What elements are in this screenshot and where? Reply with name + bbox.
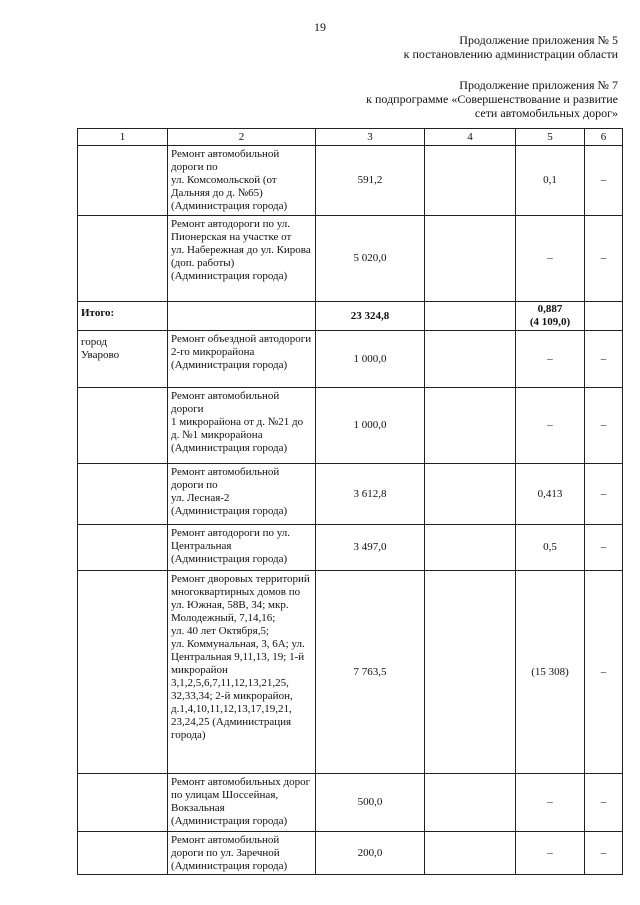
column-4-cell [425, 146, 516, 216]
work-description-cell: Ремонт автомобильной дороги по ул. Заречной (Администрация города) [168, 832, 316, 875]
column-6-cell: – [585, 832, 623, 875]
column-5-cell: – [516, 774, 585, 832]
column-header: 3 [316, 129, 425, 146]
amount-cell: 591,2 [316, 146, 425, 216]
amount-cell: 3 497,0 [316, 525, 425, 571]
column-6-cell: – [585, 146, 623, 216]
column-6-cell: – [585, 525, 623, 571]
amount-cell: 23 324,8 [316, 302, 425, 331]
column-header: 5 [516, 129, 585, 146]
header-line: Продолжение приложения № 5 [459, 33, 618, 47]
column-4-cell [425, 216, 516, 302]
column-4-cell [425, 464, 516, 525]
column-5-cell: – [516, 216, 585, 302]
column-6-cell: – [585, 388, 623, 464]
column-5-cell: 0,887 (4 109,0) [516, 302, 585, 331]
column-4-cell [425, 774, 516, 832]
program-table [77, 128, 623, 875]
table-row [78, 571, 623, 774]
amount-cell: 1 000,0 [316, 388, 425, 464]
column-4-cell [425, 832, 516, 875]
municipality-cell [78, 525, 168, 571]
header-line: Продолжение приложения № 7 [459, 78, 618, 92]
municipality-cell [78, 388, 168, 464]
municipality-cell [78, 571, 168, 774]
column-header: 1 [78, 129, 168, 146]
column-6-cell: – [585, 216, 623, 302]
amount-cell: 3 612,8 [316, 464, 425, 525]
appendix-5-header [404, 33, 618, 61]
work-description-cell: Ремонт автомобильной дороги 1 микрорайона от д. №21 до д. №1 микрорайона (Администрация города) [168, 388, 316, 464]
column-header: 2 [168, 129, 316, 146]
column-4-cell [425, 302, 516, 331]
header-line: к подпрограмме «Совершенствование и развитие [366, 92, 618, 106]
column-4-cell [425, 388, 516, 464]
table-row [78, 832, 623, 875]
municipality-cell: город Уварово [78, 331, 168, 388]
column-6-cell: – [585, 331, 623, 388]
appendix-7-header [366, 78, 618, 120]
municipality-cell [78, 832, 168, 875]
column-5-cell: 0,413 [516, 464, 585, 525]
amount-cell: 1 000,0 [316, 331, 425, 388]
work-description-cell: Ремонт объездной автодороги 2-го микрорайона (Администрация города) [168, 331, 316, 388]
table-row [78, 525, 623, 571]
column-6-cell: – [585, 464, 623, 525]
column-5-cell: – [516, 832, 585, 875]
table-row [78, 146, 623, 216]
column-5-cell: 0,1 [516, 146, 585, 216]
column-header: 4 [425, 129, 516, 146]
column-5-cell: – [516, 388, 585, 464]
municipality-cell [78, 774, 168, 832]
work-description-cell: Ремонт автомобильной дороги по ул. Комсомольской (от Дальняя до д. №65) (Администрация города) [168, 146, 316, 216]
table-row [78, 464, 623, 525]
table-row [78, 331, 623, 388]
column-4-cell [425, 571, 516, 774]
header-line: к постановлению администрации области [403, 47, 618, 61]
amount-cell: 5 020,0 [316, 216, 425, 302]
municipality-cell: Итого: [78, 302, 168, 331]
amount-cell: 200,0 [316, 832, 425, 875]
header-line: сети автомобильных дорог» [474, 106, 618, 120]
work-description-cell: Ремонт дворовых территорий многоквартирных домов по ул. Южная, 58В, 34; мкр. Молодежный, 7,14,16; ул. 40 лет Октября,5; ул. Коммунальная, 3, 6А; ул. Центральная 9,11,13, 19; 1-й микрорайон 3,1,2,5,6,7,11,12,13,21,25, 32,33,34; 2-й микрорайон, д.1,4,10,11,12,13,17,19,21, 23,24,25 (Администрация города) [168, 571, 316, 774]
column-header: 6 [585, 129, 623, 146]
column-5-cell: 0,5 [516, 525, 585, 571]
work-description-cell [168, 302, 316, 331]
work-description-cell: Ремонт автодороги по ул. Пионерская на участке от ул. Набережная до ул. Кирова (доп. работы) (Администрация города) [168, 216, 316, 302]
amount-cell: 7 763,5 [316, 571, 425, 774]
municipality-cell [78, 146, 168, 216]
municipality-cell [78, 216, 168, 302]
column-header-row [78, 129, 623, 146]
work-description-cell: Ремонт автомобильной дороги по ул. Лесная-2 (Администрация города) [168, 464, 316, 525]
work-description-cell: Ремонт автодороги по ул. Центральная (Администрация города) [168, 525, 316, 571]
column-5-cell: (15 308) [516, 571, 585, 774]
column-6-cell: – [585, 571, 623, 774]
column-4-cell [425, 525, 516, 571]
column-6-cell [585, 302, 623, 331]
column-4-cell [425, 331, 516, 388]
municipality-cell [78, 464, 168, 525]
page-number: 19 [314, 20, 326, 34]
total-row [78, 302, 623, 331]
work-description-cell: Ремонт автомобильных дорог по улицам Шоссейная, Вокзальная (Администрация города) [168, 774, 316, 832]
amount-cell: 500,0 [316, 774, 425, 832]
table-row [78, 216, 623, 302]
table-row [78, 774, 623, 832]
column-5-cell: – [516, 331, 585, 388]
table-row [78, 388, 623, 464]
column-6-cell: – [585, 774, 623, 832]
